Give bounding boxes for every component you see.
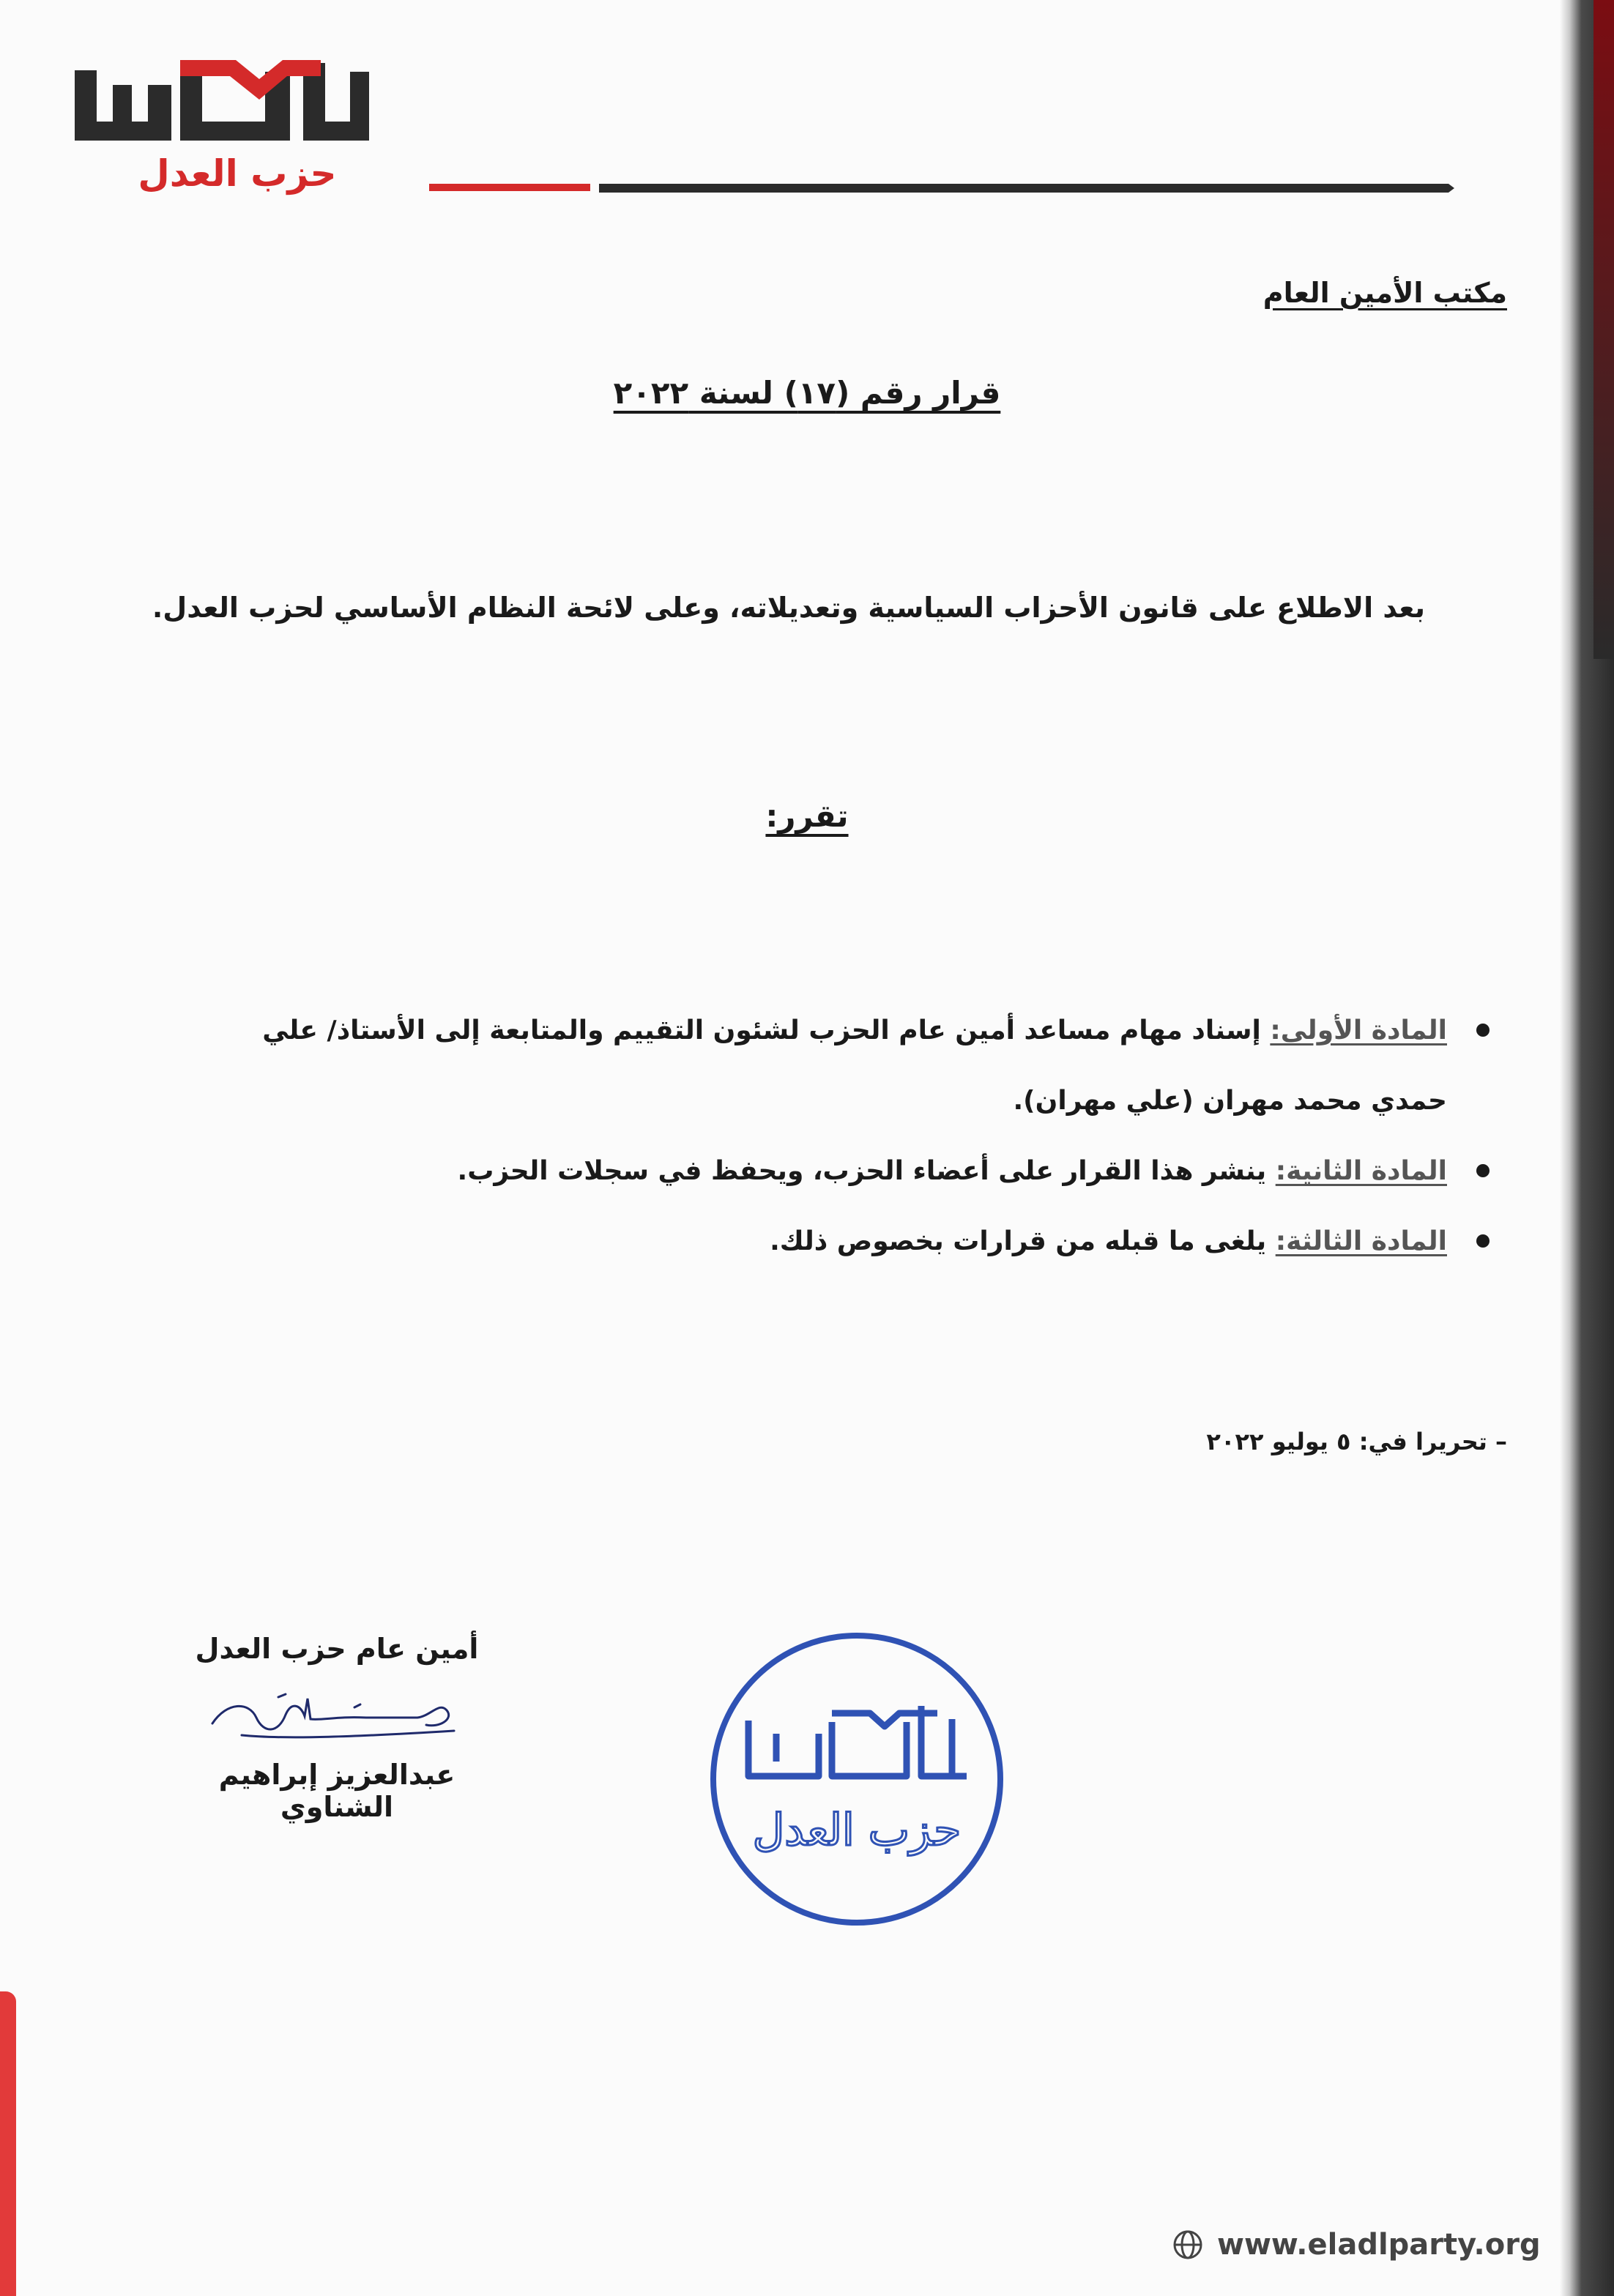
article-text: يلغى ما قبله من قرارات بخصوص ذلك. <box>770 1226 1276 1256</box>
article-label: المادة الأولى: <box>1270 1015 1447 1046</box>
decision-title: قرار رقم (١٧) لسنة ٢٠٢٢ <box>613 375 1001 411</box>
signatory-role: أمين عام حزب العدل <box>195 1633 479 1665</box>
page-edge-top <box>1593 0 1614 659</box>
signatory-name: عبدالعزيز إبراهيم الشناوي <box>218 1759 455 1823</box>
date-line: – تحريرا في: ٥ يوليو ٢٠٢٢ <box>1206 1428 1507 1456</box>
article-item <box>193 1136 1490 1207</box>
logo-party-name: حزب العدل <box>138 152 337 195</box>
signature-block <box>168 1633 505 1823</box>
bullet-icon <box>1476 1024 1490 1037</box>
header-rule <box>429 182 1454 195</box>
footer-website <box>1172 2223 1552 2267</box>
stamp-party-name: حزب العدل <box>752 1805 962 1856</box>
page-edge-left-red <box>0 1991 16 2296</box>
article-item <box>193 996 1490 1136</box>
bullet-icon <box>1476 1234 1490 1248</box>
article-label: المادة الثانية: <box>1275 1156 1447 1186</box>
articles-list <box>193 996 1490 1277</box>
bullet-icon <box>1476 1164 1490 1177</box>
article-text: ينشر هذا القرار على أعضاء الحزب، ويحفظ في سجلات الحزب. <box>457 1156 1276 1186</box>
decides-heading: تقرر: <box>765 798 849 834</box>
office-title: مكتب الأمين العام <box>1262 277 1507 309</box>
decision-intro: بعد الاطلاع على قانون الأحزاب السياسية وتعديلاته، وعلى لائحة النظام الأساسي لحزب العدل. <box>152 592 1425 624</box>
article-text: إسناد مهام مساعد أمين عام الحزب لشئون التقييم والمتابعة إلى الأستاذ/ علي حمدي محمد مهران (علي مهران). <box>262 1015 1447 1116</box>
article-label: المادة الثالثة: <box>1275 1226 1447 1256</box>
party-stamp <box>703 1625 1011 1933</box>
globe-icon <box>1172 2229 1204 2261</box>
article-item <box>193 1207 1490 1277</box>
website-url[interactable]: www.eladlparty.org <box>1217 2228 1541 2262</box>
handwritten-signature <box>198 1672 476 1753</box>
party-logo <box>67 42 375 204</box>
